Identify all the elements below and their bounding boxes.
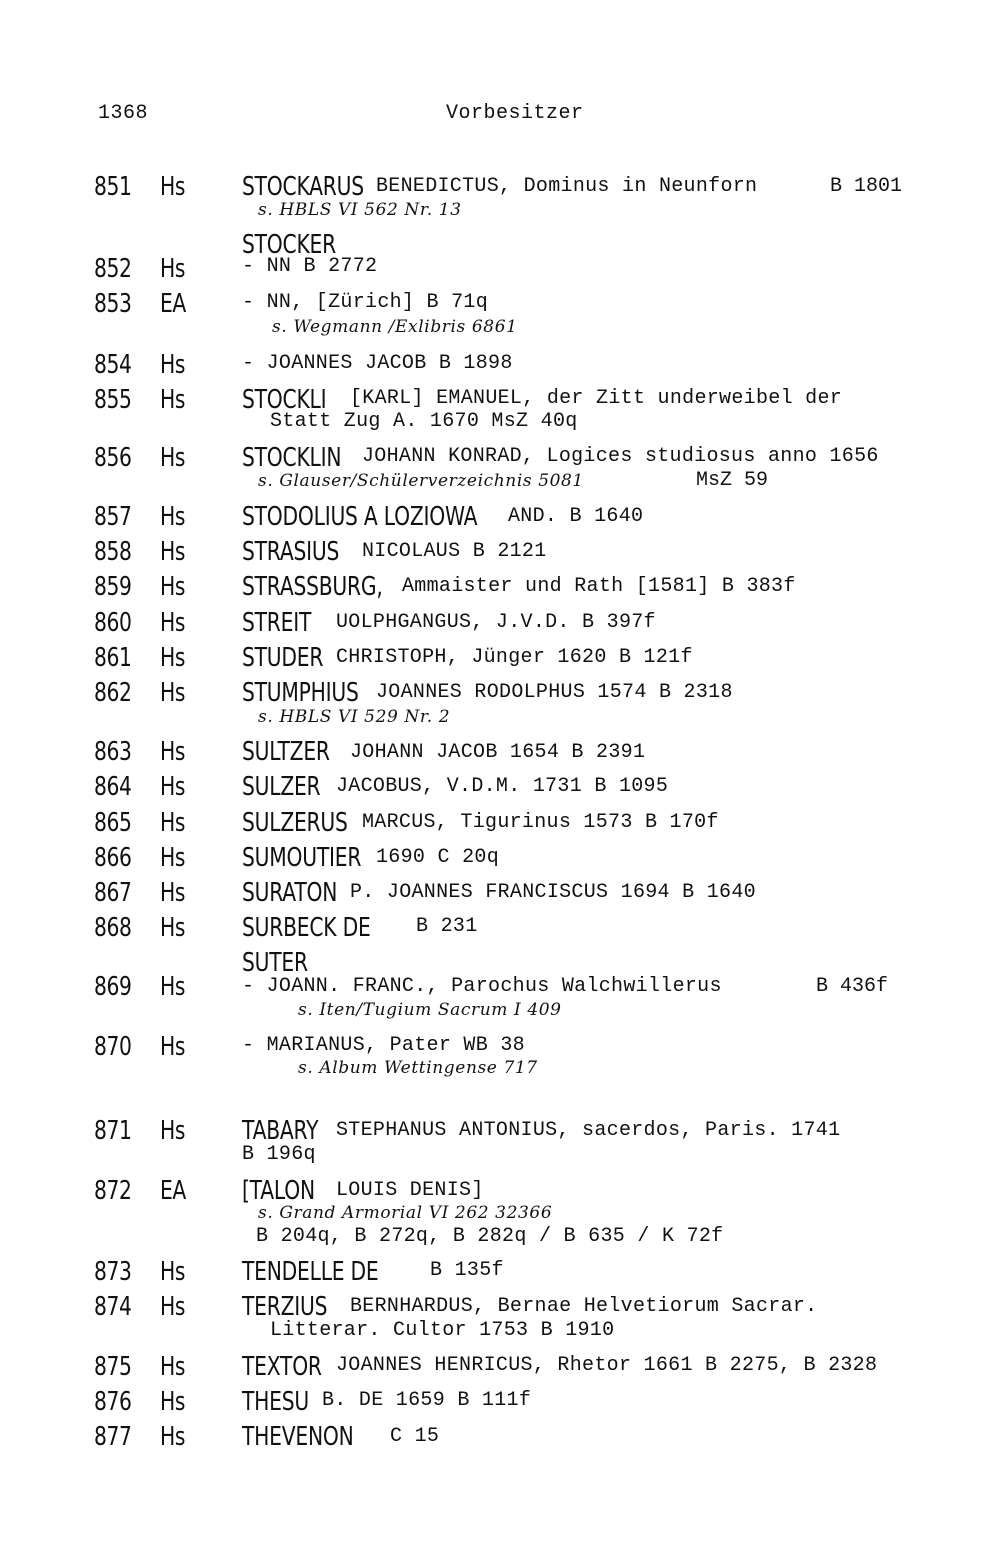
entry-text: [KARL] EMANUEL, der Zitt underweibel der xyxy=(350,387,843,410)
entry-type: Hs xyxy=(160,350,186,380)
group-heading-stocker: STOCKER xyxy=(242,230,336,260)
entry-text: - JOANNES JACOB B 1898 xyxy=(242,352,513,375)
entry-note: s. HBLS VI 529 Nr. 2 xyxy=(258,707,451,727)
entry-ref: MsZ 59 xyxy=(696,469,769,492)
entry-number: 859 xyxy=(94,572,132,602)
entry-text: JACOBUS, V.D.M. 1731 B 1095 xyxy=(336,775,669,798)
entry-name: [TALON xyxy=(242,1176,315,1206)
entry-text-continued: B 204q, B 272q, B 282q / B 635 / K 72f xyxy=(256,1225,724,1248)
entry-note: s. Glauser/Schülerverzeichnis 5081 xyxy=(258,471,584,491)
entry-type: Hs xyxy=(160,772,186,802)
entry-name: SUMOUTIER xyxy=(242,843,362,873)
entry-number: 851 xyxy=(94,172,132,202)
entry-name: SURATON xyxy=(242,878,338,908)
entry-note: s. Grand Armorial VI 262 32366 xyxy=(258,1203,553,1223)
entry-type: Hs xyxy=(160,1032,186,1062)
entry-ref: B 1801 xyxy=(830,175,903,198)
entry-number: 860 xyxy=(94,608,132,638)
entry-type: Hs xyxy=(160,172,186,202)
entry-text: CHRISTOPH, Jünger 1620 B 121f xyxy=(336,646,693,669)
entry-number: 873 xyxy=(94,1257,132,1287)
entry-type: Hs xyxy=(160,913,186,943)
entry-name: THEVENON xyxy=(242,1422,354,1452)
entry-note: s. Wegmann /Exlibris 6861 xyxy=(272,317,518,337)
entry-text: - NN B 2772 xyxy=(242,255,378,278)
entry-type: Hs xyxy=(160,443,186,473)
entry-type: Hs xyxy=(160,385,186,415)
entry-name: SULTZER xyxy=(242,737,330,767)
entry-type: Hs xyxy=(160,1257,186,1287)
entry-type: Hs xyxy=(160,678,186,708)
entry-name: STRASSBURG, xyxy=(242,572,383,602)
entry-name: TEXTOR xyxy=(242,1352,322,1382)
entry-text: - MARIANUS, Pater WB 38 xyxy=(242,1034,525,1057)
entry-text: B 231 xyxy=(416,915,478,938)
entry-type: Hs xyxy=(160,1292,186,1322)
entry-text: B. DE 1659 B 111f xyxy=(322,1389,532,1412)
entry-name: SURBECK DE xyxy=(242,913,371,943)
entry-text: C 15 xyxy=(390,1425,440,1448)
page-number: 1368 xyxy=(98,102,149,125)
entry-text: AND. B 1640 xyxy=(508,505,644,528)
entry-number: 861 xyxy=(94,643,132,673)
entry-type: Hs xyxy=(160,1116,186,1146)
entry-number: 853 xyxy=(94,289,132,319)
entry-name: SULZERUS xyxy=(242,808,348,838)
entry-type: EA xyxy=(160,289,186,319)
entry-name: TABARY xyxy=(242,1116,319,1146)
entry-type: Hs xyxy=(160,972,186,1002)
entry-name: STUMPHIUS xyxy=(242,678,359,708)
entry-number: 871 xyxy=(94,1116,132,1146)
entry-number: 867 xyxy=(94,878,132,908)
entry-number: 864 xyxy=(94,772,132,802)
group-heading-suter: SUTER xyxy=(242,948,308,978)
entry-type: Hs xyxy=(160,1387,186,1417)
entry-name: STRASIUS xyxy=(242,537,340,567)
entry-text: - NN, [Zürich] B 71q xyxy=(242,291,489,314)
entry-name: STOCKLIN xyxy=(242,443,342,473)
page-header xyxy=(98,102,798,128)
entry-type: Hs xyxy=(160,808,186,838)
entry-name: STREIT xyxy=(242,608,312,638)
entry-type: Hs xyxy=(160,502,186,532)
entry-type: Hs xyxy=(160,1352,186,1382)
entry-text: BERNHARDUS, Bernae Helvetiorum Sacrar. xyxy=(350,1295,818,1318)
entry-type: Hs xyxy=(160,254,186,284)
entry-number: 863 xyxy=(94,737,132,767)
entry-number: 862 xyxy=(94,678,132,708)
entry-name: TENDELLE DE xyxy=(242,1257,379,1287)
entry-number: 874 xyxy=(94,1292,132,1322)
entry-text: BENEDICTUS, Dominus in Neunforn xyxy=(376,175,758,198)
entry-name: THESU xyxy=(242,1387,310,1417)
entry-name: STUDER xyxy=(242,643,324,673)
entry-number: 852 xyxy=(94,254,132,284)
entry-text: LOUIS DENIS] xyxy=(336,1179,484,1202)
entry-number: 868 xyxy=(94,913,132,943)
entry-note: s. HBLS VI 562 Nr. 13 xyxy=(258,200,462,220)
entry-ref: B 436f xyxy=(816,975,889,998)
entry-note: s. Iten/Tugium Sacrum I 409 xyxy=(298,1000,562,1020)
entry-number: 857 xyxy=(94,502,132,532)
entry-number: 865 xyxy=(94,808,132,838)
entry-text: - JOANN. FRANC., Parochus Walchwillerus xyxy=(242,975,722,998)
entry-text: MARCUS, Tigurinus 1573 B 170f xyxy=(362,811,719,834)
entry-text-continued: Litterar. Cultor 1753 B 1910 xyxy=(270,1319,615,1342)
entry-number: 866 xyxy=(94,843,132,873)
entry-name: TERZIUS xyxy=(242,1292,328,1322)
entry-text-continued: Statt Zug A. 1670 MsZ 40q xyxy=(270,410,578,433)
entry-text: NICOLAUS B 2121 xyxy=(362,540,547,563)
entry-number: 876 xyxy=(94,1387,132,1417)
entry-number: 855 xyxy=(94,385,132,415)
entry-text: Ammaister und Rath [1581] B 383f xyxy=(402,575,796,598)
entry-name: SULZER xyxy=(242,772,321,802)
entry-number: 858 xyxy=(94,537,132,567)
entry-number: 877 xyxy=(94,1422,132,1452)
entry-type: Hs xyxy=(160,878,186,908)
entry-type: Hs xyxy=(160,843,186,873)
entry-number: 869 xyxy=(94,972,132,1002)
entry-name: STOCKARUS xyxy=(242,172,364,202)
entry-text: JOHANN KONRAD, Logices studiosus anno 1656 xyxy=(362,445,879,468)
entry-type: Hs xyxy=(160,737,186,767)
entry-text: JOANNES HENRICUS, Rhetor 1661 B 2275, B 2328 xyxy=(336,1354,878,1377)
entry-type: Hs xyxy=(160,643,186,673)
entry-number: 854 xyxy=(94,350,132,380)
entry-type: Hs xyxy=(160,537,186,567)
entry-name: STODOLIUS A LOZIOWA xyxy=(242,502,478,532)
entry-text: UOLPHGANGUS, J.V.D. B 397f xyxy=(336,611,656,634)
entry-text: B 135f xyxy=(430,1259,504,1282)
entry-type: Hs xyxy=(160,572,186,602)
entry-note: s. Album Wettingense 717 xyxy=(298,1058,538,1078)
page-title: Vorbesitzer xyxy=(446,102,584,125)
entry-type: Hs xyxy=(160,608,186,638)
entry-number: 856 xyxy=(94,443,132,473)
entry-text: STEPHANUS ANTONIUS, sacerdos, Paris. 1741 xyxy=(336,1119,841,1142)
entry-text: P. JOANNES FRANCISCUS 1694 B 1640 xyxy=(350,881,756,904)
entry-number: 875 xyxy=(94,1352,132,1382)
entry-text: 1690 C 20q xyxy=(376,846,500,869)
entry-type: Hs xyxy=(160,1422,186,1452)
entry-type: EA xyxy=(160,1176,186,1206)
entry-text: JOANNES RODOLPHUS 1574 B 2318 xyxy=(376,681,733,704)
entry-text: JOHANN JACOB 1654 B 2391 xyxy=(350,741,646,764)
entry-number: 872 xyxy=(94,1176,132,1206)
entry-number: 870 xyxy=(94,1032,132,1062)
entry-name: STOCKLI xyxy=(242,385,327,415)
entry-text-continued: B 196q xyxy=(242,1143,316,1166)
